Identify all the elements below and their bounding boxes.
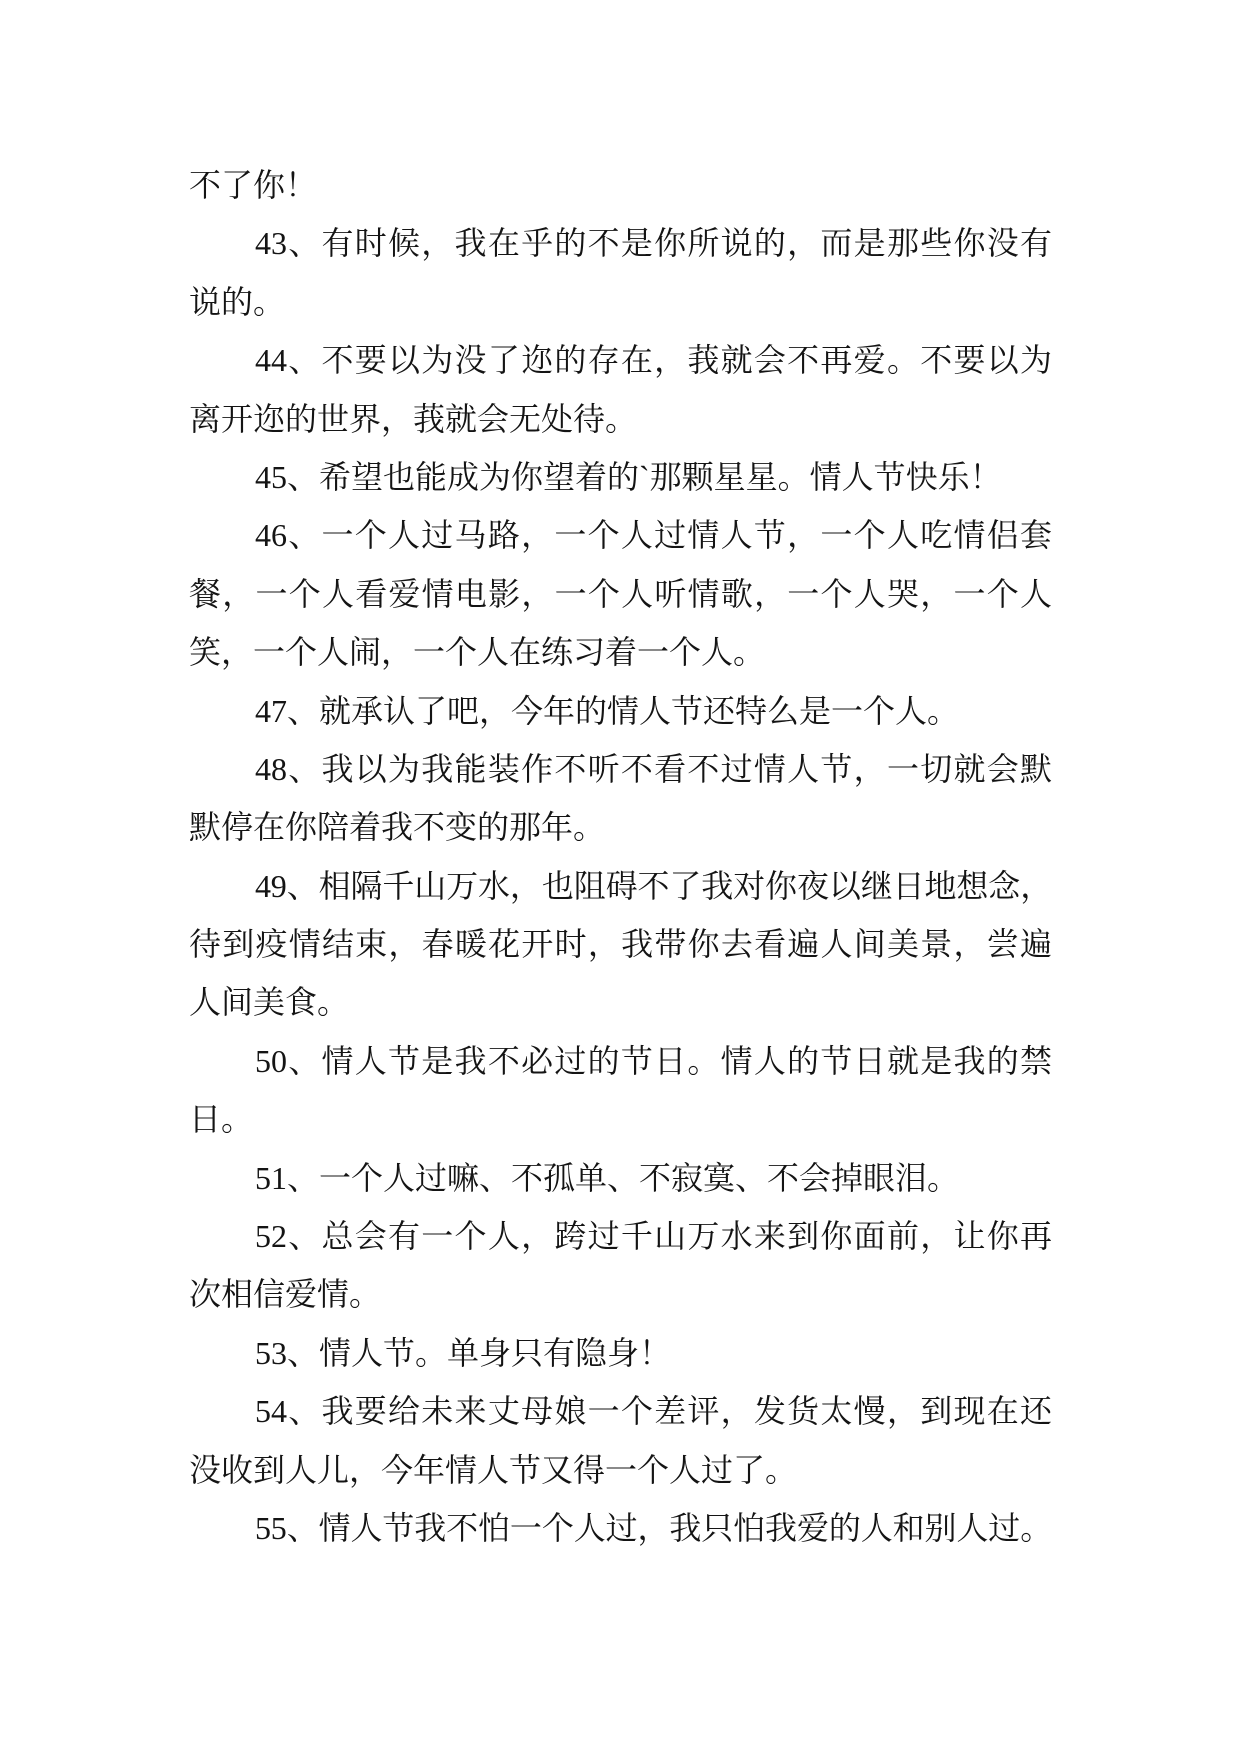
text-line: 44、不要以为没了迩的存在，莪就会不再爱。不要以为 xyxy=(255,342,1052,379)
text-line: 55、情人节我不怕一个人过，我只怕我爱的人和别人过。 xyxy=(255,1509,1052,1546)
item-48 xyxy=(189,740,1052,857)
text-line: 53、情人节。单身只有隐身！ xyxy=(255,1334,672,1371)
item-46 xyxy=(189,506,1052,681)
item-54 xyxy=(189,1382,1052,1499)
text-line: 51、一个人过嘛、不孤单、不寂寞、不会掉眼泪。 xyxy=(255,1159,960,1196)
text-line: 54、我要给未来丈母娘一个差评，发货太慢，到现在还 xyxy=(255,1393,1052,1430)
text-line: 47、就承认了吧，今年的情人节还特么是一个人。 xyxy=(255,692,960,729)
text-line: 待到疫情结束，春暖花开时，我带你去看遍人间美景，尝遍 xyxy=(189,926,1052,963)
text-line: 48、我以为我能装作不听不看不过情人节，一切就会默 xyxy=(255,750,1052,787)
item-55 xyxy=(189,1499,1052,1557)
item-47 xyxy=(189,682,1052,740)
item-43 xyxy=(189,214,1052,331)
text-line: 43、有时候，我在乎的不是你所说的，而是那些你没有 xyxy=(255,225,1052,262)
text-line: 说的。 xyxy=(189,283,286,320)
text-line: 45、希望也能成为你望着的`那颗星星。情人节快乐！ xyxy=(255,458,1002,495)
text-line: 笑，一个人闹，一个人在练习着一个人。 xyxy=(189,634,766,671)
text-line: 不了你！ xyxy=(189,167,318,203)
text-line: 默停在你陪着我不变的那年。 xyxy=(189,809,606,846)
text-line: 50、情人节是我不必过的节日。情人的节日就是我的禁 xyxy=(255,1042,1052,1079)
text-line: 餐，一个人看爱情电影，一个人听情歌，一个人哭，一个人 xyxy=(189,575,1052,612)
text-line: 离开迩的世界，莪就会无处待。 xyxy=(189,400,638,437)
item-53 xyxy=(189,1324,1052,1382)
text-line: 46、一个人过马路，一个人过情人节，一个人吃情侣套 xyxy=(255,517,1052,554)
text-line: 没收到人儿，今年情人节又得一个人过了。 xyxy=(189,1451,798,1488)
text-line: 人间美食。 xyxy=(189,984,350,1021)
paragraph-continued xyxy=(189,156,1052,214)
text-line: 次相信爱情。 xyxy=(189,1276,382,1313)
item-45 xyxy=(189,448,1052,506)
item-50 xyxy=(189,1032,1052,1149)
text-line: 52、总会有一个人，跨过千山万水来到你面前，让你再 xyxy=(255,1218,1052,1255)
text-line: 49、相隔千山万水，也阻碍不了我对你夜以继日地想念， xyxy=(255,867,1052,904)
item-44 xyxy=(189,331,1052,448)
document-body xyxy=(189,156,1052,1557)
item-49 xyxy=(189,857,1052,1032)
text-line: 日。 xyxy=(189,1101,254,1138)
item-51 xyxy=(189,1149,1052,1207)
item-52 xyxy=(189,1207,1052,1324)
